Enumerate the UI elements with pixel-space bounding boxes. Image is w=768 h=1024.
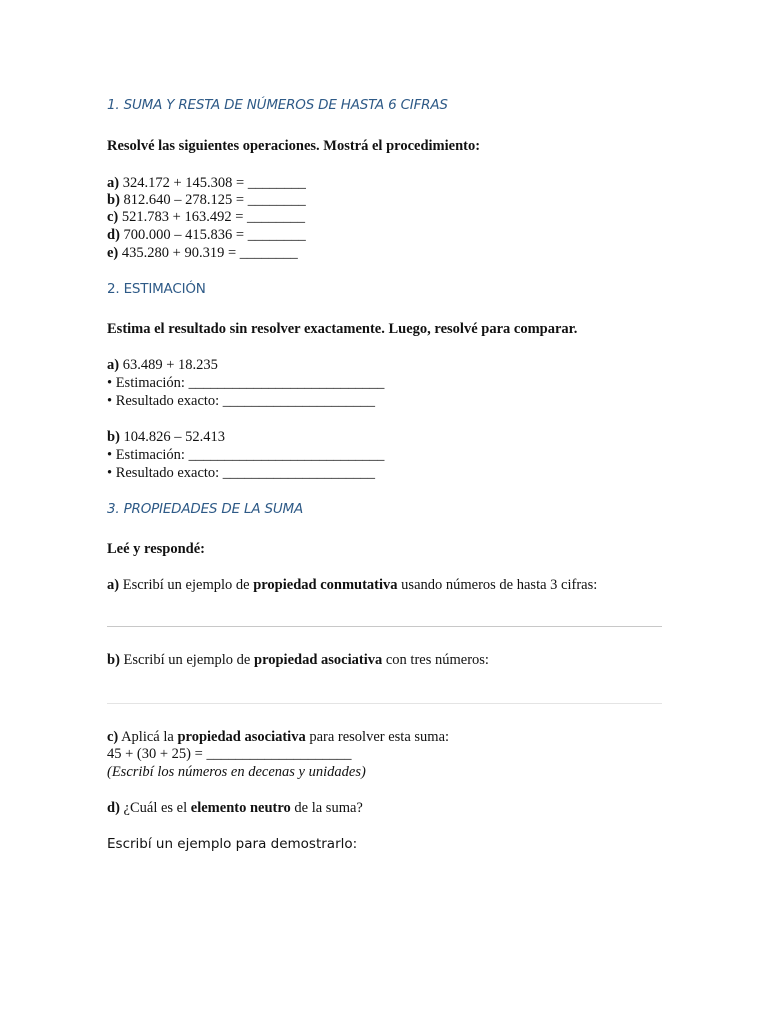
section-1-heading: 1. SUMA Y RESTA DE NÚMEROS DE HASTA 6 CIFRAS <box>107 97 448 113</box>
section-3-heading: 3. PROPIEDADES DE LA SUMA <box>107 501 303 517</box>
exercise-1b <box>107 191 306 209</box>
section-1-instruction: Resolvé las siguientes operaciones. Mostrá el procedimiento: <box>107 138 481 154</box>
expression-note: (Escribí los números en decenas y unidades) <box>107 764 366 780</box>
exercise-1a <box>107 174 306 192</box>
exercise-text: ¿Cuál es el <box>119 800 191 816</box>
exercise-2b <box>107 428 225 446</box>
exercise-text: de la suma? <box>290 800 363 816</box>
exercise-text: Aplicá la <box>118 729 178 745</box>
estimate-line-b: • Estimación: ___________________________ <box>107 447 385 463</box>
exercise-1d <box>107 226 306 244</box>
exercise-text: con tres números: <box>382 652 489 668</box>
exercise-text: Escribí un ejemplo de <box>119 577 254 593</box>
exercise-label: d) <box>107 227 120 243</box>
exercise-text: 521.783 + 163.492 = ________ <box>118 209 305 225</box>
section-2-instruction: Estima el resultado sin resolver exactamente. Luego, resolvé para comparar. <box>107 321 578 337</box>
exercise-text: 435.280 + 90.319 = ________ <box>118 245 298 261</box>
exercise-text: 812.640 – 278.125 = ________ <box>119 192 306 208</box>
exercise-text: usando números de hasta 3 cifras: <box>397 577 598 593</box>
property-term: elemento neutro <box>190 800 291 816</box>
exercise-text: 63.489 + 18.235 <box>119 357 218 373</box>
answer-line-a <box>107 626 662 627</box>
exercise-label: a) <box>107 175 120 191</box>
exercise-text: 104.826 – 52.413 <box>119 429 226 445</box>
exercise-label: a) <box>107 577 120 593</box>
answer-line-b <box>107 703 662 704</box>
exercise-label: e) <box>107 245 119 261</box>
exercise-label: b) <box>107 192 120 208</box>
section-2-heading: 2. ESTIMACIÓN <box>107 281 206 297</box>
exercise-1e <box>107 244 298 262</box>
estimate-line-a: • Estimación: ___________________________ <box>107 375 385 391</box>
exercise-label: c) <box>107 729 119 745</box>
example-prompt: Escribí un ejemplo para demostrarlo: <box>107 836 358 852</box>
exercise-label: a) <box>107 357 120 373</box>
section-3-instruction: Leé y respondé: <box>107 541 206 557</box>
exercise-3b <box>107 651 489 669</box>
exercise-1c <box>107 208 305 226</box>
exercise-label: c) <box>107 209 119 225</box>
exercise-2a <box>107 356 218 374</box>
property-term: propiedad asociativa <box>254 652 383 668</box>
exact-result-line-a: • Resultado exacto: _____________________ <box>107 393 376 409</box>
exercise-text: 324.172 + 145.308 = ________ <box>119 175 306 191</box>
property-term: propiedad asociativa <box>177 729 306 745</box>
exercise-label: b) <box>107 652 120 668</box>
property-term: propiedad conmutativa <box>253 577 398 593</box>
associative-expression: 45 + (30 + 25) = ____________________ <box>107 746 352 762</box>
exercise-3d <box>107 799 363 817</box>
exercise-3a <box>107 576 597 594</box>
exercise-text: 700.000 – 415.836 = ________ <box>119 227 306 243</box>
exercise-text: Escribí un ejemplo de <box>119 652 254 668</box>
exact-result-line-b: • Resultado exacto: _____________________ <box>107 465 376 481</box>
exercise-label: d) <box>107 800 120 816</box>
exercise-3c <box>107 728 449 746</box>
exercise-label: b) <box>107 429 120 445</box>
exercise-text: para resolver esta suma: <box>305 729 450 745</box>
